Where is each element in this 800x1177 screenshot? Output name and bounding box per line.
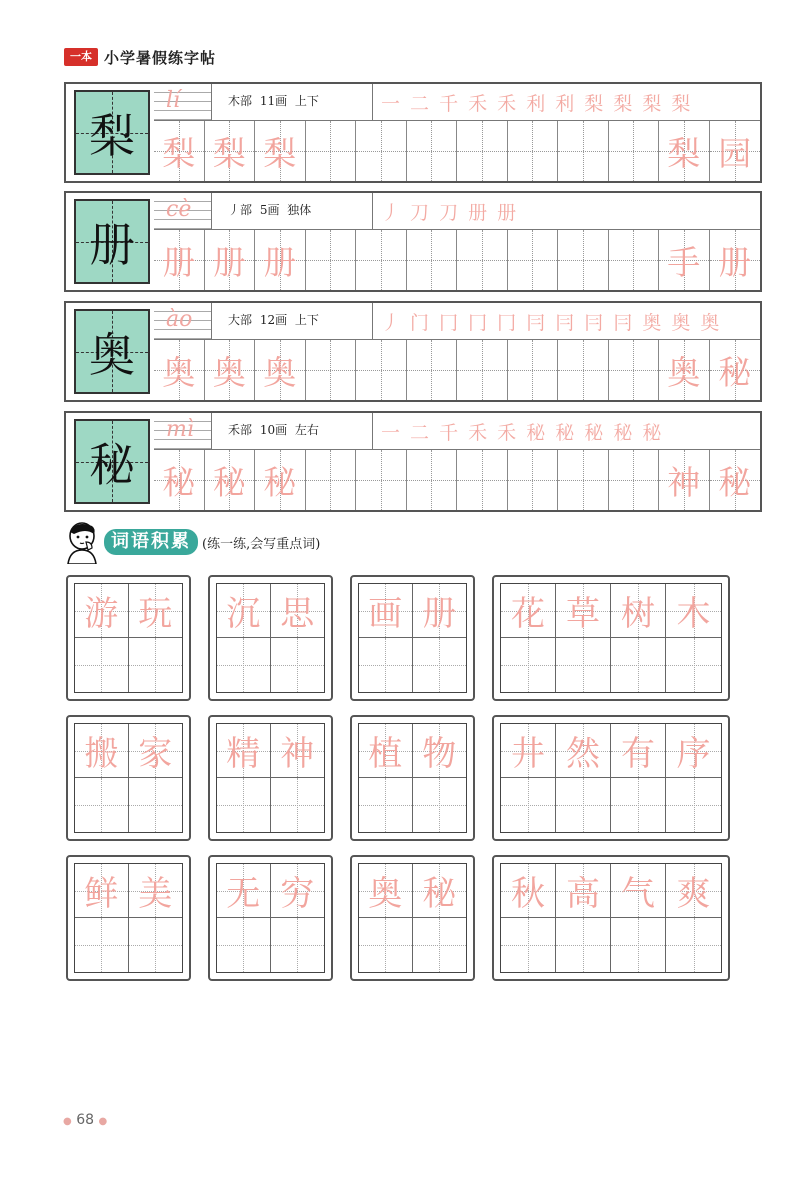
word-practice-cell[interactable] [129,864,183,918]
word-trace-character: 花 [511,594,545,634]
word-practice-cell[interactable] [129,584,183,638]
word-practice-cell[interactable] [501,864,556,918]
word-practice-cell[interactable] [271,724,325,778]
word-practice-cell[interactable] [666,918,721,972]
word-practice-cell[interactable] [413,778,467,832]
word-trace-character: 物 [422,734,457,774]
practice-cell[interactable] [154,340,205,400]
word-practice-cell[interactable] [413,864,467,918]
trace-character: 册 [718,242,752,282]
trace-character: 梨 [212,133,246,173]
trace-character: 奥 [263,352,297,392]
trace-character [457,340,507,400]
word-practice-cell[interactable] [611,864,666,918]
word-trace-character: 精 [226,734,261,774]
word-trace-character: 美 [138,874,173,914]
trace-character: 奥 [162,352,196,392]
word-trace-character: 草 [566,594,600,634]
word-practice-cell[interactable] [129,638,183,692]
practice-cell[interactable] [609,450,660,510]
character-row [64,191,762,292]
word-practice-cell[interactable] [413,724,467,778]
practice-cell[interactable] [407,450,458,510]
word-card [208,575,333,701]
trace-character: 册 [162,242,196,282]
model-character: 册 [89,217,135,272]
word-trace-character: 神 [280,734,315,774]
word-grid [74,723,183,833]
practice-cell[interactable] [710,340,761,400]
word-practice-cell[interactable] [75,638,129,692]
word-practice-cell[interactable] [611,778,666,832]
word-card [208,715,333,841]
section-subtitle: (练一练,会写重点词) [202,536,321,552]
word-practice-cell[interactable] [413,638,467,692]
trace-character [306,121,356,181]
practice-cell[interactable] [710,450,761,510]
word-grid [500,723,722,833]
word-practice-cell[interactable] [359,584,413,638]
trace-character: 奥 [212,352,246,392]
word-card [208,855,333,981]
word-practice-cell[interactable] [501,638,556,692]
word-trace-character: 高 [566,874,600,914]
trace-character [609,230,659,290]
radical-stroke-info: 木部 11画 上下 [228,94,319,108]
practice-cell[interactable] [457,450,508,510]
trace-character: 梨 [162,133,196,173]
word-practice-cell[interactable] [359,864,413,918]
word-practice-cell[interactable] [129,778,183,832]
practice-cells [154,340,760,400]
pinyin-box [154,84,212,121]
word-practice-cell[interactable] [556,778,611,832]
word-trace-character: 井 [511,734,545,774]
word-card [350,855,475,981]
word-grid [500,583,722,693]
trace-character [407,450,457,510]
word-trace-character: 穷 [280,874,315,914]
word-card [492,575,730,701]
practice-cell[interactable] [659,230,710,290]
trace-character: 奥 [667,352,701,392]
practice-cell[interactable] [508,450,559,510]
trace-character [306,450,356,510]
trace-character: 梨 [263,133,297,173]
word-practice-cell[interactable] [271,778,325,832]
word-section-header [62,520,320,564]
practice-cell[interactable] [609,230,660,290]
practice-cell[interactable] [659,340,710,400]
word-practice-cell[interactable] [359,724,413,778]
word-practice-cell[interactable] [611,724,666,778]
word-trace-character: 玩 [138,594,173,634]
word-trace-character: 画 [368,594,403,634]
word-practice-cell[interactable] [359,638,413,692]
practice-cell[interactable] [306,121,357,181]
word-trace-character: 爽 [676,874,711,914]
stroke-order [372,84,760,121]
word-practice-cell[interactable] [217,638,271,692]
word-trace-character: 秋 [511,874,545,914]
trace-character [356,340,406,400]
trace-character [558,340,608,400]
trace-character [457,450,507,510]
trace-character [407,121,457,181]
practice-cell[interactable] [205,340,256,400]
page-header [64,46,216,68]
practice-cell[interactable] [306,340,357,400]
practice-cell[interactable] [255,121,306,181]
word-grid [74,583,183,693]
pinyin-box [154,303,212,340]
word-grid [358,863,467,973]
trace-character: 秘 [718,352,752,392]
trace-character: 册 [212,242,246,282]
trace-character [457,121,507,181]
trace-character [609,450,659,510]
model-character: 梨 [89,108,135,163]
word-practice-cell[interactable] [217,778,271,832]
word-grid [216,723,325,833]
stroke-order [372,303,760,340]
practice-cells [154,450,760,510]
word-grid [500,863,722,973]
trace-character [558,230,608,290]
trace-character [508,121,558,181]
pinyin-text: ào [166,307,193,332]
practice-cell[interactable] [407,230,458,290]
word-card [66,855,191,981]
practice-cell[interactable] [558,340,609,400]
word-practice-cell[interactable] [611,584,666,638]
practice-cell[interactable] [154,121,205,181]
word-practice-cell[interactable] [501,724,556,778]
model-character-box [74,419,150,504]
character-info [154,84,760,121]
word-trace-character: 奥 [368,874,403,914]
practice-cell[interactable] [306,450,357,510]
word-practice-cell[interactable] [271,638,325,692]
practice-cell[interactable] [356,230,407,290]
trace-character: 园 [718,133,752,173]
trace-character [609,340,659,400]
practice-cell[interactable] [154,230,205,290]
model-character-box [74,199,150,284]
word-trace-character: 沉 [226,594,261,634]
practice-cell[interactable] [609,340,660,400]
brand-badge: 一本 [64,48,98,66]
section-title: 词语积累 [104,529,198,555]
practice-cell[interactable] [255,340,306,400]
word-trace-character: 序 [676,734,711,774]
trace-character [306,340,356,400]
trace-character: 秘 [212,462,246,502]
trace-character [558,450,608,510]
practice-cells [154,230,760,290]
word-trace-character: 思 [280,594,315,634]
model-character: 秘 [89,437,135,492]
word-trace-character: 游 [84,594,119,634]
word-trace-character: 植 [368,734,403,774]
pinyin-text: cè [166,197,192,222]
character-info [154,303,760,340]
stroke-order [372,193,760,230]
practice-cell[interactable] [356,450,407,510]
practice-cell[interactable] [508,230,559,290]
word-practice-cell[interactable] [666,584,721,638]
practice-cell[interactable] [609,121,660,181]
word-practice-cell[interactable] [413,918,467,972]
model-character-box [74,90,150,175]
practice-cell[interactable] [356,121,407,181]
word-trace-character: 搬 [84,734,119,774]
practice-cell[interactable] [407,121,458,181]
trace-character [609,121,659,181]
trace-character [508,230,558,290]
word-trace-character: 鲜 [84,874,119,914]
word-practice-cell[interactable] [359,778,413,832]
practice-cell[interactable] [205,450,256,510]
character-row [64,411,762,512]
practice-cell[interactable] [508,121,559,181]
practice-cell[interactable] [659,450,710,510]
practice-cells [154,121,760,181]
trace-character [508,450,558,510]
trace-character: 册 [263,242,297,282]
page-number [63,1112,107,1128]
word-practice-cell[interactable] [217,724,271,778]
practice-cell[interactable] [255,230,306,290]
word-card [66,715,191,841]
word-practice-cell[interactable] [271,584,325,638]
trace-character: 秘 [162,462,196,502]
word-practice-cell[interactable] [501,918,556,972]
word-trace-character: 然 [566,734,600,774]
trace-character: 秘 [718,462,752,502]
stroke-order-text: 丿 门 冂 冂 冂 冃 冃 冃 冃 奥 奥 奥 [381,312,722,334]
word-trace-character: 家 [138,734,173,774]
radical-stroke-info: 丿部 5画 独体 [228,203,312,217]
word-practice-cell[interactable] [413,584,467,638]
word-practice-cell[interactable] [75,918,129,972]
word-trace-character: 气 [621,874,655,914]
word-card [492,715,730,841]
word-trace-character: 册 [422,594,457,634]
trace-character [407,340,457,400]
word-practice-cell[interactable] [611,638,666,692]
word-practice-cell[interactable] [501,584,556,638]
word-practice-cell[interactable] [359,918,413,972]
word-grid [358,583,467,693]
word-practice-cell[interactable] [217,864,271,918]
word-practice-cell[interactable] [75,778,129,832]
dot-right-icon: ● [98,1116,108,1127]
boy-thinking-icon [62,520,102,564]
character-row [64,301,762,402]
trace-character [356,121,406,181]
trace-character: 手 [667,242,701,282]
trace-character [356,230,406,290]
practice-cell[interactable] [205,121,256,181]
stroke-order-text: 一 二 千 禾 禾 秘 秘 秘 秘 秘 [381,422,664,444]
word-grid [216,863,325,973]
character-row [64,82,762,183]
pinyin-box [154,413,212,450]
trace-character: 秘 [263,462,297,502]
word-practice-cell[interactable] [666,724,721,778]
book-title: 小学暑假练字帖 [104,48,217,67]
word-practice-cell[interactable] [556,584,611,638]
practice-cell[interactable] [558,230,609,290]
word-practice-cell[interactable] [556,918,611,972]
pinyin-text: lí [166,88,181,113]
word-practice-cell[interactable] [271,918,325,972]
word-practice-cell[interactable] [271,864,325,918]
word-grid [216,583,325,693]
word-practice-cell[interactable] [75,864,129,918]
practice-cell[interactable] [154,450,205,510]
practice-cell[interactable] [457,230,508,290]
word-trace-character: 无 [226,874,261,914]
stroke-order-text: 一 二 千 禾 禾 利 利 梨 梨 梨 梨 [381,93,693,115]
trace-character [558,121,608,181]
word-practice-cell[interactable] [75,584,129,638]
pinyin-text: mì [166,417,194,442]
practice-cell[interactable] [710,121,761,181]
word-practice-cell[interactable] [217,584,271,638]
model-character-box [74,309,150,394]
stroke-order [372,413,760,450]
word-practice-cell[interactable] [217,918,271,972]
practice-cell[interactable] [457,121,508,181]
stroke-order-text: 丿 刀 刀 册 册 [381,202,519,224]
word-card [66,575,191,701]
word-practice-cell[interactable] [666,778,721,832]
character-info [154,193,760,230]
word-card [350,575,475,701]
word-practice-cell[interactable] [556,638,611,692]
word-practice-cell[interactable] [501,778,556,832]
model-character: 奥 [89,327,135,382]
word-practice-cell[interactable] [611,918,666,972]
character-info [154,413,760,450]
word-practice-cell[interactable] [129,918,183,972]
practice-cell[interactable] [407,340,458,400]
word-practice-cell[interactable] [75,724,129,778]
word-practice-cell[interactable] [556,864,611,918]
practice-cell[interactable] [356,340,407,400]
practice-cell[interactable] [306,230,357,290]
practice-cell[interactable] [255,450,306,510]
word-grid [358,723,467,833]
word-trace-character: 木 [676,594,711,634]
trace-character [508,340,558,400]
practice-cell[interactable] [659,121,710,181]
word-practice-cell[interactable] [666,864,721,918]
trace-character [407,230,457,290]
trace-character: 神 [667,462,701,502]
word-card [350,715,475,841]
word-practice-cell[interactable] [666,638,721,692]
radical-stroke-info: 大部 12画 上下 [228,313,319,327]
radical-stroke-info: 禾部 10画 左右 [228,423,319,437]
word-grid [74,863,183,973]
word-trace-character: 有 [621,734,655,774]
practice-cell[interactable] [205,230,256,290]
practice-cell[interactable] [558,121,609,181]
word-trace-character: 秘 [422,874,457,914]
practice-cell[interactable] [508,340,559,400]
page-number-text: 68 [76,1112,95,1128]
word-practice-cell[interactable] [556,724,611,778]
dot-left-icon: ● [63,1116,72,1127]
trace-character: 梨 [667,133,701,173]
word-practice-cell[interactable] [129,724,183,778]
word-trace-character: 树 [621,594,655,634]
practice-cell[interactable] [710,230,761,290]
trace-character [306,230,356,290]
pinyin-box [154,193,212,230]
practice-cell[interactable] [558,450,609,510]
trace-character [356,450,406,510]
trace-character [457,230,507,290]
word-card [492,855,730,981]
practice-cell[interactable] [457,340,508,400]
